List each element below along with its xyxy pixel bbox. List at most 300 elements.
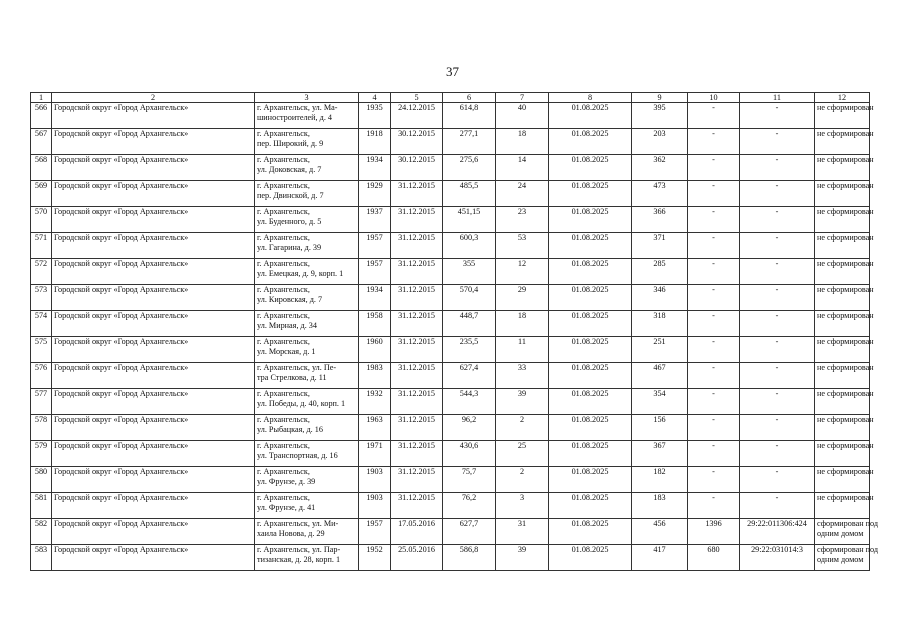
status-cell: [815, 207, 874, 233]
area-cell: 544,3: [443, 389, 496, 415]
address-cell-line: г. Архангельск,: [257, 311, 310, 320]
year-cell: 1952: [359, 545, 391, 571]
status-cell: [815, 233, 874, 259]
address-cell-line: г. Архангельск, ул. Ма-: [257, 103, 338, 112]
municipality-cell: Городской округ «Город Архангельск»: [52, 389, 255, 415]
column-10-cell: -: [688, 233, 740, 259]
row-number-cell: 581: [31, 493, 52, 519]
municipality-cell: Городской округ «Город Архангельск»: [52, 493, 255, 519]
address-cell-line: г. Архангельск, ул. Пе-: [257, 363, 337, 372]
cadastral-number-cell: -: [740, 415, 815, 441]
year-cell: 1983: [359, 363, 391, 389]
column-10-cell: -: [688, 207, 740, 233]
year-cell: 1903: [359, 493, 391, 519]
date-cell: 31.12.2015: [391, 337, 443, 363]
area-cell: 355: [443, 259, 496, 285]
residents-cell: 33: [496, 363, 549, 389]
deadline-cell: 01.08.2025: [549, 311, 632, 337]
address-cell: [255, 181, 359, 207]
column-10-cell: -: [688, 129, 740, 155]
municipality-cell: Городской округ «Город Архангельск»: [52, 129, 255, 155]
row-number-cell: 570: [31, 207, 52, 233]
address-cell-line: г. Архангельск,: [257, 337, 310, 346]
municipality-cell: Городской округ «Город Архангельск»: [52, 363, 255, 389]
table-row: [31, 363, 870, 389]
cadastral-number-cell: -: [740, 493, 815, 519]
column-header: 3: [255, 93, 359, 103]
cadastral-number-cell: -: [740, 181, 815, 207]
municipality-cell: Городской округ «Город Архангельск»: [52, 337, 255, 363]
address-cell: [255, 311, 359, 337]
column-9-cell: 417: [632, 545, 688, 571]
residents-cell: 11: [496, 337, 549, 363]
deadline-cell: 01.08.2025: [549, 181, 632, 207]
year-cell: 1960: [359, 337, 391, 363]
address-cell: [255, 207, 359, 233]
deadline-cell: 01.08.2025: [549, 285, 632, 311]
residents-cell: 18: [496, 129, 549, 155]
deadline-cell: 01.08.2025: [549, 233, 632, 259]
status-cell: [815, 441, 874, 467]
municipality-cell: Городской округ «Город Архангельск»: [52, 233, 255, 259]
residents-cell: 39: [496, 545, 549, 571]
table-row: [31, 311, 870, 337]
row-number-cell: 579: [31, 441, 52, 467]
deadline-cell: 01.08.2025: [549, 545, 632, 571]
column-10-cell: -: [688, 103, 740, 129]
column-10-cell: 1396: [688, 519, 740, 545]
address-cell-line: г. Архангельск,: [257, 493, 310, 502]
address-cell-line: хаила Новова, д. 29: [257, 528, 325, 538]
row-number-cell: 569: [31, 181, 52, 207]
row-number-cell: 567: [31, 129, 52, 155]
column-9-cell: 318: [632, 311, 688, 337]
cadastral-number-cell: -: [740, 129, 815, 155]
municipality-cell: Городской округ «Город Архангельск»: [52, 519, 255, 545]
address-cell-line: г. Архангельск,: [257, 441, 310, 450]
area-cell: 76,2: [443, 493, 496, 519]
status-cell-line: не сформирован: [817, 389, 874, 398]
area-cell: 627,4: [443, 363, 496, 389]
row-number-cell: 580: [31, 467, 52, 493]
deadline-cell: 01.08.2025: [549, 103, 632, 129]
area-cell: 235,5: [443, 337, 496, 363]
column-10-cell: -: [688, 181, 740, 207]
address-cell-line: г. Архангельск,: [257, 207, 310, 216]
address-cell-line: ул. Фрунзе, д. 39: [257, 476, 316, 486]
address-cell-line: ул. Гагарина, д. 39: [257, 242, 322, 252]
address-cell: [255, 519, 359, 545]
municipality-cell: Городской округ «Город Архангельск»: [52, 311, 255, 337]
status-cell-line: сформирован под: [817, 545, 879, 554]
year-cell: 1932: [359, 389, 391, 415]
residents-cell: 39: [496, 389, 549, 415]
column-header: 2: [52, 93, 255, 103]
year-cell: 1958: [359, 311, 391, 337]
column-9-cell: 354: [632, 389, 688, 415]
status-cell: [815, 311, 874, 337]
table-row: [31, 233, 870, 259]
column-header: 6: [443, 93, 496, 103]
address-cell-line: ул. Морская, д. 1: [257, 346, 316, 356]
status-cell-line: не сформирован: [817, 467, 874, 476]
deadline-cell: 01.08.2025: [549, 155, 632, 181]
column-9-cell: 395: [632, 103, 688, 129]
cadastral-number-cell: -: [740, 363, 815, 389]
deadline-cell: 01.08.2025: [549, 493, 632, 519]
municipality-cell: Городской округ «Город Архангельск»: [52, 155, 255, 181]
table-row: [31, 467, 870, 493]
registry-table: [30, 92, 879, 571]
row-number-cell: 577: [31, 389, 52, 415]
cadastral-number-cell: 29:22:011306:424: [740, 519, 815, 545]
year-cell: 1934: [359, 285, 391, 311]
column-9-cell: 362: [632, 155, 688, 181]
date-cell: 25.05.2016: [391, 545, 443, 571]
cadastral-number-cell: -: [740, 467, 815, 493]
date-cell: 17.05.2016: [391, 519, 443, 545]
cadastral-number-cell: -: [740, 207, 815, 233]
year-cell: 1934: [359, 155, 391, 181]
residents-cell: 3: [496, 493, 549, 519]
status-cell-line: не сформирован: [817, 415, 874, 424]
residents-cell: 12: [496, 259, 549, 285]
deadline-cell: 01.08.2025: [549, 415, 632, 441]
column-header: 12: [815, 93, 870, 103]
row-number-cell: 568: [31, 155, 52, 181]
residents-cell: 29: [496, 285, 549, 311]
deadline-cell: 01.08.2025: [549, 337, 632, 363]
status-cell-line: не сформирован: [817, 129, 874, 138]
year-cell: 1929: [359, 181, 391, 207]
row-number-cell: 576: [31, 363, 52, 389]
status-cell-line: не сформирован: [817, 207, 874, 216]
status-cell-line: не сформирован: [817, 493, 874, 502]
deadline-cell: 01.08.2025: [549, 363, 632, 389]
status-cell-line: не сформирован: [817, 441, 874, 450]
cadastral-number-cell: -: [740, 441, 815, 467]
status-cell: [815, 285, 874, 311]
deadline-cell: 01.08.2025: [549, 129, 632, 155]
table-row: [31, 493, 870, 519]
municipality-cell: Городской округ «Город Архангельск»: [52, 259, 255, 285]
area-cell: 614,8: [443, 103, 496, 129]
row-number-cell: 583: [31, 545, 52, 571]
year-cell: 1957: [359, 259, 391, 285]
column-header: 8: [549, 93, 632, 103]
column-header: 4: [359, 93, 391, 103]
address-cell-line: г. Архангельск, ул. Ми-: [257, 519, 339, 528]
column-10-cell: -: [688, 441, 740, 467]
status-cell-line: не сформирован: [817, 155, 874, 164]
date-cell: 31.12.2015: [391, 415, 443, 441]
municipality-cell: Городской округ «Город Архангельск»: [52, 415, 255, 441]
area-cell: 96,2: [443, 415, 496, 441]
date-cell: 30.12.2015: [391, 155, 443, 181]
date-cell: 31.12.2015: [391, 441, 443, 467]
municipality-cell: Городской округ «Город Архангельск»: [52, 207, 255, 233]
area-cell: 451,15: [443, 207, 496, 233]
residents-cell: 14: [496, 155, 549, 181]
column-9-cell: 473: [632, 181, 688, 207]
address-cell-line: пер. Широкий, д. 9: [257, 138, 324, 148]
column-10-cell: -: [688, 259, 740, 285]
date-cell: 31.12.2015: [391, 181, 443, 207]
column-9-cell: 366: [632, 207, 688, 233]
date-cell: 31.12.2015: [391, 467, 443, 493]
status-cell: [815, 259, 874, 285]
cadastral-number-cell: -: [740, 103, 815, 129]
header-row: [31, 93, 870, 103]
column-9-cell: 285: [632, 259, 688, 285]
table-body: [31, 103, 879, 571]
table-row: [31, 337, 870, 363]
address-cell-line: шиностроителей, д. 4: [257, 112, 333, 122]
address-cell: [255, 441, 359, 467]
residents-cell: 18: [496, 311, 549, 337]
address-cell: [255, 389, 359, 415]
address-cell: [255, 493, 359, 519]
status-cell: [815, 467, 874, 493]
column-9-cell: 183: [632, 493, 688, 519]
deadline-cell: 01.08.2025: [549, 389, 632, 415]
address-cell-line: г. Архангельск,: [257, 155, 310, 164]
deadline-cell: 01.08.2025: [549, 207, 632, 233]
table-row: [31, 415, 870, 441]
column-header: 9: [632, 93, 688, 103]
address-cell-line: ул. Доковская, д. 7: [257, 164, 322, 174]
status-cell: [815, 519, 879, 545]
address-cell: [255, 155, 359, 181]
column-header: 1: [31, 93, 52, 103]
status-cell: [815, 155, 874, 181]
date-cell: 31.12.2015: [391, 389, 443, 415]
address-cell-line: ул. Фрунзе, д. 41: [257, 502, 316, 512]
row-number-cell: 571: [31, 233, 52, 259]
date-cell: 31.12.2015: [391, 363, 443, 389]
column-header: 7: [496, 93, 549, 103]
column-9-cell: 371: [632, 233, 688, 259]
table-row: [31, 519, 870, 545]
status-cell-line: не сформирован: [817, 103, 874, 112]
deadline-cell: 01.08.2025: [549, 441, 632, 467]
status-cell: [815, 493, 874, 519]
address-cell: [255, 285, 359, 311]
residents-cell: 24: [496, 181, 549, 207]
area-cell: 600,3: [443, 233, 496, 259]
residents-cell: 2: [496, 415, 549, 441]
status-cell: [815, 337, 874, 363]
status-cell-line: не сформирован: [817, 259, 874, 268]
deadline-cell: 01.08.2025: [549, 519, 632, 545]
table-row: [31, 181, 870, 207]
table-row: [31, 155, 870, 181]
area-cell: 430,6: [443, 441, 496, 467]
date-cell: 31.12.2015: [391, 207, 443, 233]
year-cell: 1957: [359, 519, 391, 545]
address-cell-line: г. Архангельск,: [257, 285, 310, 294]
address-cell: [255, 467, 359, 493]
column-10-cell: 680: [688, 545, 740, 571]
address-cell-line: г. Архангельск,: [257, 467, 310, 476]
table-row: [31, 259, 870, 285]
table-row: [31, 545, 870, 571]
column-9-cell: 203: [632, 129, 688, 155]
address-cell: [255, 103, 359, 129]
column-9-cell: 367: [632, 441, 688, 467]
row-number-cell: 575: [31, 337, 52, 363]
table-row: [31, 441, 870, 467]
address-cell-line: тра Стрелкова, д. 11: [257, 372, 327, 382]
date-cell: 31.12.2015: [391, 259, 443, 285]
residents-cell: 2: [496, 467, 549, 493]
status-cell-line: не сформирован: [817, 337, 874, 346]
table-row: [31, 389, 870, 415]
status-cell: [815, 389, 874, 415]
area-cell: 627,7: [443, 519, 496, 545]
status-cell-line: сформирован под: [817, 519, 879, 528]
address-cell-line: г. Архангельск,: [257, 233, 310, 242]
year-cell: 1935: [359, 103, 391, 129]
area-cell: 586,8: [443, 545, 496, 571]
column-10-cell: -: [688, 389, 740, 415]
address-cell-line: г. Архангельск,: [257, 181, 310, 190]
status-cell: [815, 181, 874, 207]
row-number-cell: 572: [31, 259, 52, 285]
residents-cell: 25: [496, 441, 549, 467]
page-number: 37: [446, 64, 459, 79]
table-row: [31, 207, 870, 233]
residents-cell: 23: [496, 207, 549, 233]
address-cell-line: ул. Емецкая, д. 9, корп. 1: [257, 268, 344, 278]
area-cell: 570,4: [443, 285, 496, 311]
column-header: 10: [688, 93, 740, 103]
status-cell-line: одним домом: [817, 554, 864, 564]
area-cell: 448,7: [443, 311, 496, 337]
column-10-cell: -: [688, 467, 740, 493]
row-number-cell: 566: [31, 103, 52, 129]
date-cell: 31.12.2015: [391, 233, 443, 259]
year-cell: 1918: [359, 129, 391, 155]
address-cell-line: г. Архангельск,: [257, 129, 310, 138]
table-row: [31, 103, 870, 129]
cadastral-number-cell: -: [740, 285, 815, 311]
table-row: [31, 129, 870, 155]
address-cell: [255, 233, 359, 259]
date-cell: 31.12.2015: [391, 311, 443, 337]
status-cell-line: одним домом: [817, 528, 864, 538]
address-cell: [255, 259, 359, 285]
cadastral-number-cell: -: [740, 259, 815, 285]
municipality-cell: Городской округ «Город Архангельск»: [52, 103, 255, 129]
cadastral-number-cell: -: [740, 337, 815, 363]
address-cell-line: ул. Кировская, д. 7: [257, 294, 323, 304]
address-cell: [255, 415, 359, 441]
address-cell-line: ул. Мирная, д. 34: [257, 320, 317, 330]
residents-cell: 31: [496, 519, 549, 545]
status-cell: [815, 545, 879, 571]
municipality-cell: Городской округ «Город Архангельск»: [52, 181, 255, 207]
year-cell: 1957: [359, 233, 391, 259]
row-number-cell: 574: [31, 311, 52, 337]
table-row: [31, 285, 870, 311]
address-cell-line: ул. Транспортная, д. 16: [257, 450, 338, 460]
year-cell: 1937: [359, 207, 391, 233]
cadastral-number-cell: -: [740, 155, 815, 181]
address-cell: [255, 363, 359, 389]
column-10-cell: -: [688, 415, 740, 441]
address-cell-line: тизанская, д. 28, корп. 1: [257, 554, 341, 564]
status-cell: [815, 415, 874, 441]
area-cell: 485,5: [443, 181, 496, 207]
column-10-cell: -: [688, 285, 740, 311]
municipality-cell: Городской округ «Город Архангельск»: [52, 467, 255, 493]
column-9-cell: 467: [632, 363, 688, 389]
column-9-cell: 456: [632, 519, 688, 545]
column-9-cell: 251: [632, 337, 688, 363]
column-header: 11: [740, 93, 815, 103]
status-cell-line: не сформирован: [817, 285, 874, 294]
cadastral-number-cell: 29:22:031014:3: [740, 545, 815, 571]
cadastral-number-cell: -: [740, 389, 815, 415]
residents-cell: 53: [496, 233, 549, 259]
address-cell-line: ул. Победы, д. 40, корп. 1: [257, 398, 346, 408]
row-number-cell: 582: [31, 519, 52, 545]
cadastral-number-cell: -: [740, 233, 815, 259]
year-cell: 1963: [359, 415, 391, 441]
municipality-cell: Городской округ «Город Архангельск»: [52, 441, 255, 467]
address-cell-line: г. Архангельск,: [257, 259, 310, 268]
column-10-cell: -: [688, 311, 740, 337]
address-cell-line: ул. Буденного, д. 5: [257, 216, 322, 226]
row-number-cell: 573: [31, 285, 52, 311]
date-cell: 30.12.2015: [391, 129, 443, 155]
column-9-cell: 182: [632, 467, 688, 493]
date-cell: 31.12.2015: [391, 493, 443, 519]
residents-cell: 40: [496, 103, 549, 129]
municipality-cell: Городской округ «Город Архангельск»: [52, 545, 255, 571]
area-cell: 275,6: [443, 155, 496, 181]
status-cell-line: не сформирован: [817, 181, 874, 190]
address-cell-line: пер. Двинской, д. 7: [257, 190, 324, 200]
area-cell: 75,7: [443, 467, 496, 493]
column-9-cell: 156: [632, 415, 688, 441]
column-10-cell: -: [688, 363, 740, 389]
date-cell: 24.12.2015: [391, 103, 443, 129]
year-cell: 1903: [359, 467, 391, 493]
row-number-cell: 578: [31, 415, 52, 441]
municipality-cell: Городской округ «Город Архангельск»: [52, 285, 255, 311]
column-header: 5: [391, 93, 443, 103]
year-cell: 1971: [359, 441, 391, 467]
status-cell: [815, 103, 874, 129]
area-cell: 277,1: [443, 129, 496, 155]
address-cell-line: г. Архангельск, ул. Пар-: [257, 545, 341, 554]
deadline-cell: 01.08.2025: [549, 467, 632, 493]
address-cell-line: г. Архангельск,: [257, 389, 310, 398]
address-cell: [255, 337, 359, 363]
address-cell: [255, 129, 359, 155]
address-cell-line: ул. Рыбацкая, д. 16: [257, 424, 323, 434]
address-cell: [255, 545, 359, 571]
status-cell: [815, 129, 874, 155]
column-10-cell: -: [688, 337, 740, 363]
status-cell: [815, 363, 874, 389]
column-9-cell: 346: [632, 285, 688, 311]
deadline-cell: 01.08.2025: [549, 259, 632, 285]
status-cell-line: не сформирован: [817, 363, 874, 372]
column-10-cell: -: [688, 493, 740, 519]
